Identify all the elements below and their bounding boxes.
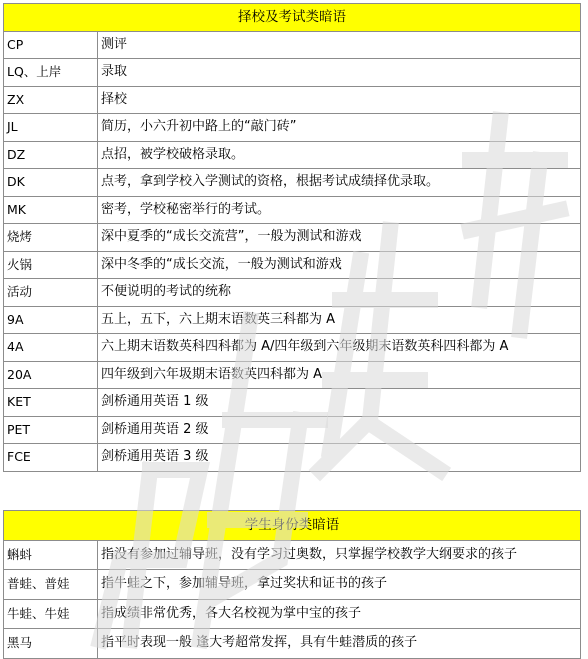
- slang-term: 活动: [4, 279, 98, 307]
- slang-definition: 深中冬季的“成长交流，一般为测试和游戏: [98, 251, 581, 279]
- slang-definition: 五上，五下，六上期末语数英三科都为 A: [98, 306, 581, 334]
- slang-term: KET: [4, 389, 98, 417]
- slang-term: 4A: [4, 334, 98, 362]
- slang-definition: 简历，小六升初中路上的“敲门砖”: [98, 114, 581, 142]
- table-row: [4, 114, 581, 142]
- slang-term: DZ: [4, 141, 98, 169]
- table-row: [4, 86, 581, 114]
- slang-term: 蝌蚪: [4, 540, 98, 570]
- slang-definition: 点招，被学校破格录取。: [98, 141, 581, 169]
- table-row: [4, 570, 581, 600]
- table-row: [4, 540, 581, 570]
- table-row: [4, 224, 581, 252]
- slang-definition: 测评: [98, 31, 581, 59]
- student-identity-slang-table: [3, 510, 581, 659]
- exam-slang-table: [3, 3, 581, 472]
- table-row: [4, 59, 581, 87]
- slang-definition: 录取: [98, 59, 581, 87]
- student-identity-slang-body: [4, 511, 581, 659]
- slang-term: 牛蛙、牛娃: [4, 599, 98, 629]
- table-row: [4, 306, 581, 334]
- slang-term: 火锅: [4, 251, 98, 279]
- slang-definition: 剑桥通用英语 1 级: [98, 389, 581, 417]
- table-row: [4, 416, 581, 444]
- slang-definition: 深中夏季的“成长交流营”，一般为测试和游戏: [98, 224, 581, 252]
- slang-term: 烧烤: [4, 224, 98, 252]
- table-row: [4, 141, 581, 169]
- slang-term: PET: [4, 416, 98, 444]
- slang-definition: 剑桥通用英语 3 级: [98, 444, 581, 472]
- slang-definition: 不便说明的考试的统称: [98, 279, 581, 307]
- table-header-row: [4, 511, 581, 541]
- table-row: [4, 444, 581, 472]
- slang-term: MK: [4, 196, 98, 224]
- slang-term: JL: [4, 114, 98, 142]
- table-row: [4, 169, 581, 197]
- slang-definition: 六上期末语数英科四科都为 A/四年级到六年级期末语数英科四科都为 A: [98, 334, 581, 362]
- table-row: [4, 279, 581, 307]
- table-title: 学生身份类暗语: [4, 511, 581, 541]
- table-row: [4, 196, 581, 224]
- slang-definition: 四年级到六年圾期末语数英四科都为 A: [98, 361, 581, 389]
- slang-term: 普蛙、普娃: [4, 570, 98, 600]
- table-header-row: [4, 4, 581, 32]
- table-row: [4, 629, 581, 659]
- table-row: [4, 251, 581, 279]
- slang-term: 20A: [4, 361, 98, 389]
- slang-term: ZX: [4, 86, 98, 114]
- slang-definition: 指平时表现一般 逢大考超常发挥，具有牛蛙潜质的孩子: [98, 629, 581, 659]
- table-row: [4, 334, 581, 362]
- table-row: [4, 361, 581, 389]
- slang-definition: 择校: [98, 86, 581, 114]
- slang-term: LQ、上岸: [4, 59, 98, 87]
- slang-term: CP: [4, 31, 98, 59]
- slang-definition: 指没有参加过辅导班，没有学习过奥数，只掌握学校教学大纲要求的孩子: [98, 540, 581, 570]
- slang-definition: 指成绩非常优秀，各大名校视为掌中宝的孩子: [98, 599, 581, 629]
- slang-term: 9A: [4, 306, 98, 334]
- table-title: 择校及考试类暗语: [4, 4, 581, 32]
- table-row: [4, 389, 581, 417]
- slang-definition: 剑桥通用英语 2 级: [98, 416, 581, 444]
- slang-definition: 密考，学校秘密举行的考试。: [98, 196, 581, 224]
- slang-definition: 指牛蛙之下，参加辅导班，拿过奖状和证书的孩子: [98, 570, 581, 600]
- slang-term: DK: [4, 169, 98, 197]
- table-row: [4, 31, 581, 59]
- slang-term: FCE: [4, 444, 98, 472]
- slang-definition: 点考，拿到学校入学测试的资格，根据考试成绩择优录取。: [98, 169, 581, 197]
- exam-slang-body: [4, 4, 581, 472]
- table-row: [4, 599, 581, 629]
- slang-term: 黑马: [4, 629, 98, 659]
